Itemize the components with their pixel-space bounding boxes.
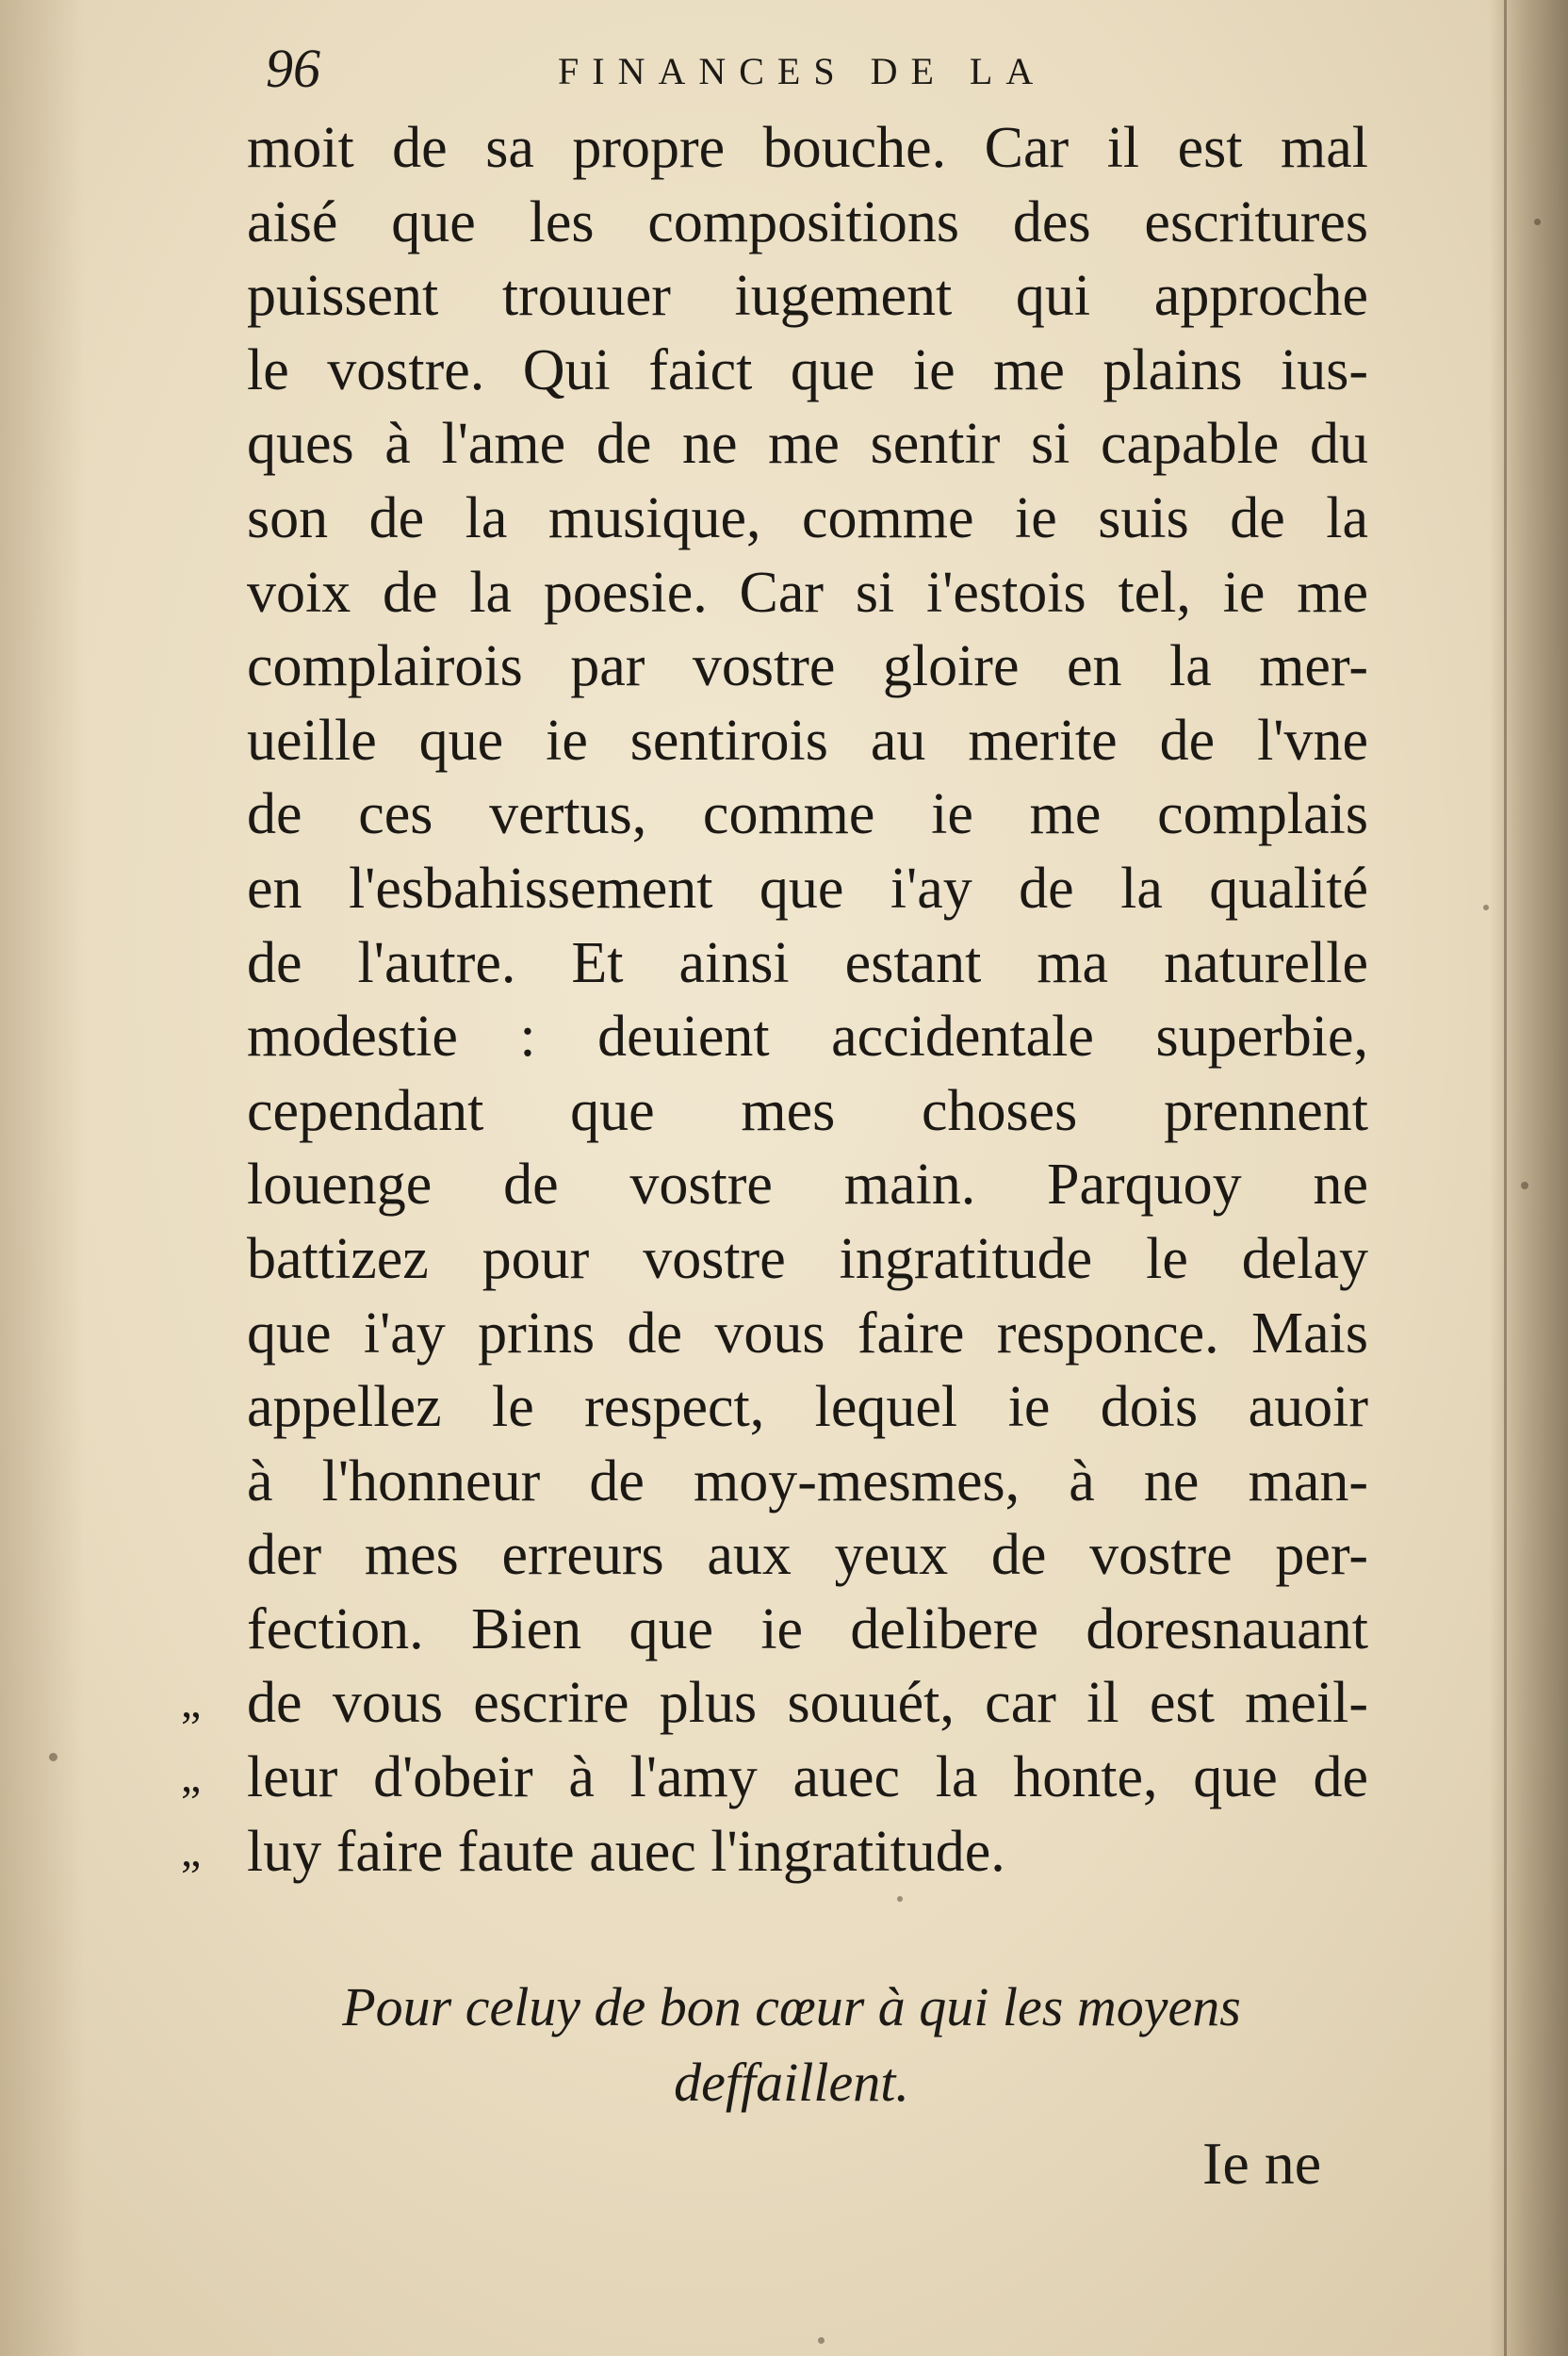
text-line: puissent trouuer iugement qui approche	[247, 264, 1368, 329]
quotation-mark: „	[181, 1752, 202, 1803]
text-line: que i'ay prins de vous faire responce. Mais	[247, 1301, 1368, 1366]
text-line: son de la musique, comme ie suis de la	[247, 485, 1368, 550]
text-line: modestie : deuient accidentale superbie,	[247, 1005, 1368, 1070]
text-line: battizez pour vostre ingratitude le delay	[247, 1226, 1368, 1291]
text-line-content: leur d'obeir à l'amy auec la honte, que de	[247, 1745, 1368, 1810]
text-line: aisé que les compositions des escritures	[247, 189, 1368, 254]
text-line: moit de sa propre bouche. Car il est mal	[247, 116, 1368, 180]
text-line: voix de la poesie. Car si i'estois tel, ie me	[247, 560, 1368, 625]
quotation-mark: „	[181, 1677, 202, 1728]
text-line: de l'autre. Et ainsi estant ma naturelle	[247, 930, 1368, 995]
text-line	[181, 1815, 1368, 1890]
section-heading-line-1: Pour celuy de bon cœur à qui les moyens	[342, 1976, 1241, 2037]
running-head: FINANCES DE LA	[558, 50, 1047, 92]
paper-speck	[818, 2337, 825, 2344]
text-line: fection. Bien que ie delibere doresnauant	[247, 1596, 1368, 1661]
section-heading-line-2: deffaillent.	[674, 2052, 909, 2113]
text-line-content: luy faire faute auec l'ingratitude.	[247, 1819, 1005, 1884]
catchword: Ie ne	[1202, 2130, 1322, 2197]
text-line-content: de vous escrire plus souuét, car il est meil-	[247, 1671, 1368, 1736]
text-line	[181, 1741, 1368, 1815]
text-line: ques à l'ame de ne me sentir si capable du	[247, 412, 1368, 477]
text-line: ueille que ie sentirois au merite de l'vne	[247, 708, 1368, 773]
text-line: en l'esbahissement que i'ay de la qualité	[247, 856, 1368, 921]
body-text	[181, 111, 1368, 1889]
text-line: cependant que mes choses prennent	[247, 1078, 1368, 1143]
text-line	[181, 1666, 1368, 1741]
paper-speck	[49, 1753, 57, 1761]
page-edge-line	[1504, 0, 1507, 2356]
text-line: appellez le respect, lequel ie dois auoir	[247, 1375, 1368, 1440]
section-heading	[188, 1970, 1395, 2120]
text-line: à l'honneur de moy-mesmes, à ne man-	[247, 1448, 1368, 1513]
text-line: de ces vertus, comme ie me complais	[247, 782, 1368, 847]
quotation-mark: „	[181, 1825, 202, 1876]
gutter-shadow	[1489, 0, 1568, 2356]
page-edge-shade	[0, 0, 85, 2356]
paper-speck	[897, 1896, 903, 1902]
paper-speck	[1483, 905, 1489, 910]
page-number: 96	[266, 38, 320, 99]
paper-speck	[1521, 1182, 1528, 1189]
paper-speck	[1534, 219, 1541, 225]
text-line: der mes erreurs aux yeux de vostre per-	[247, 1523, 1368, 1588]
page-header	[266, 36, 1208, 102]
text-line: louenge de vostre main. Parquoy ne	[247, 1153, 1368, 1218]
text-line: le vostre. Qui faict que ie me plains ius-	[247, 337, 1368, 402]
text-line: complairois par vostre gloire en la mer-	[247, 634, 1368, 699]
